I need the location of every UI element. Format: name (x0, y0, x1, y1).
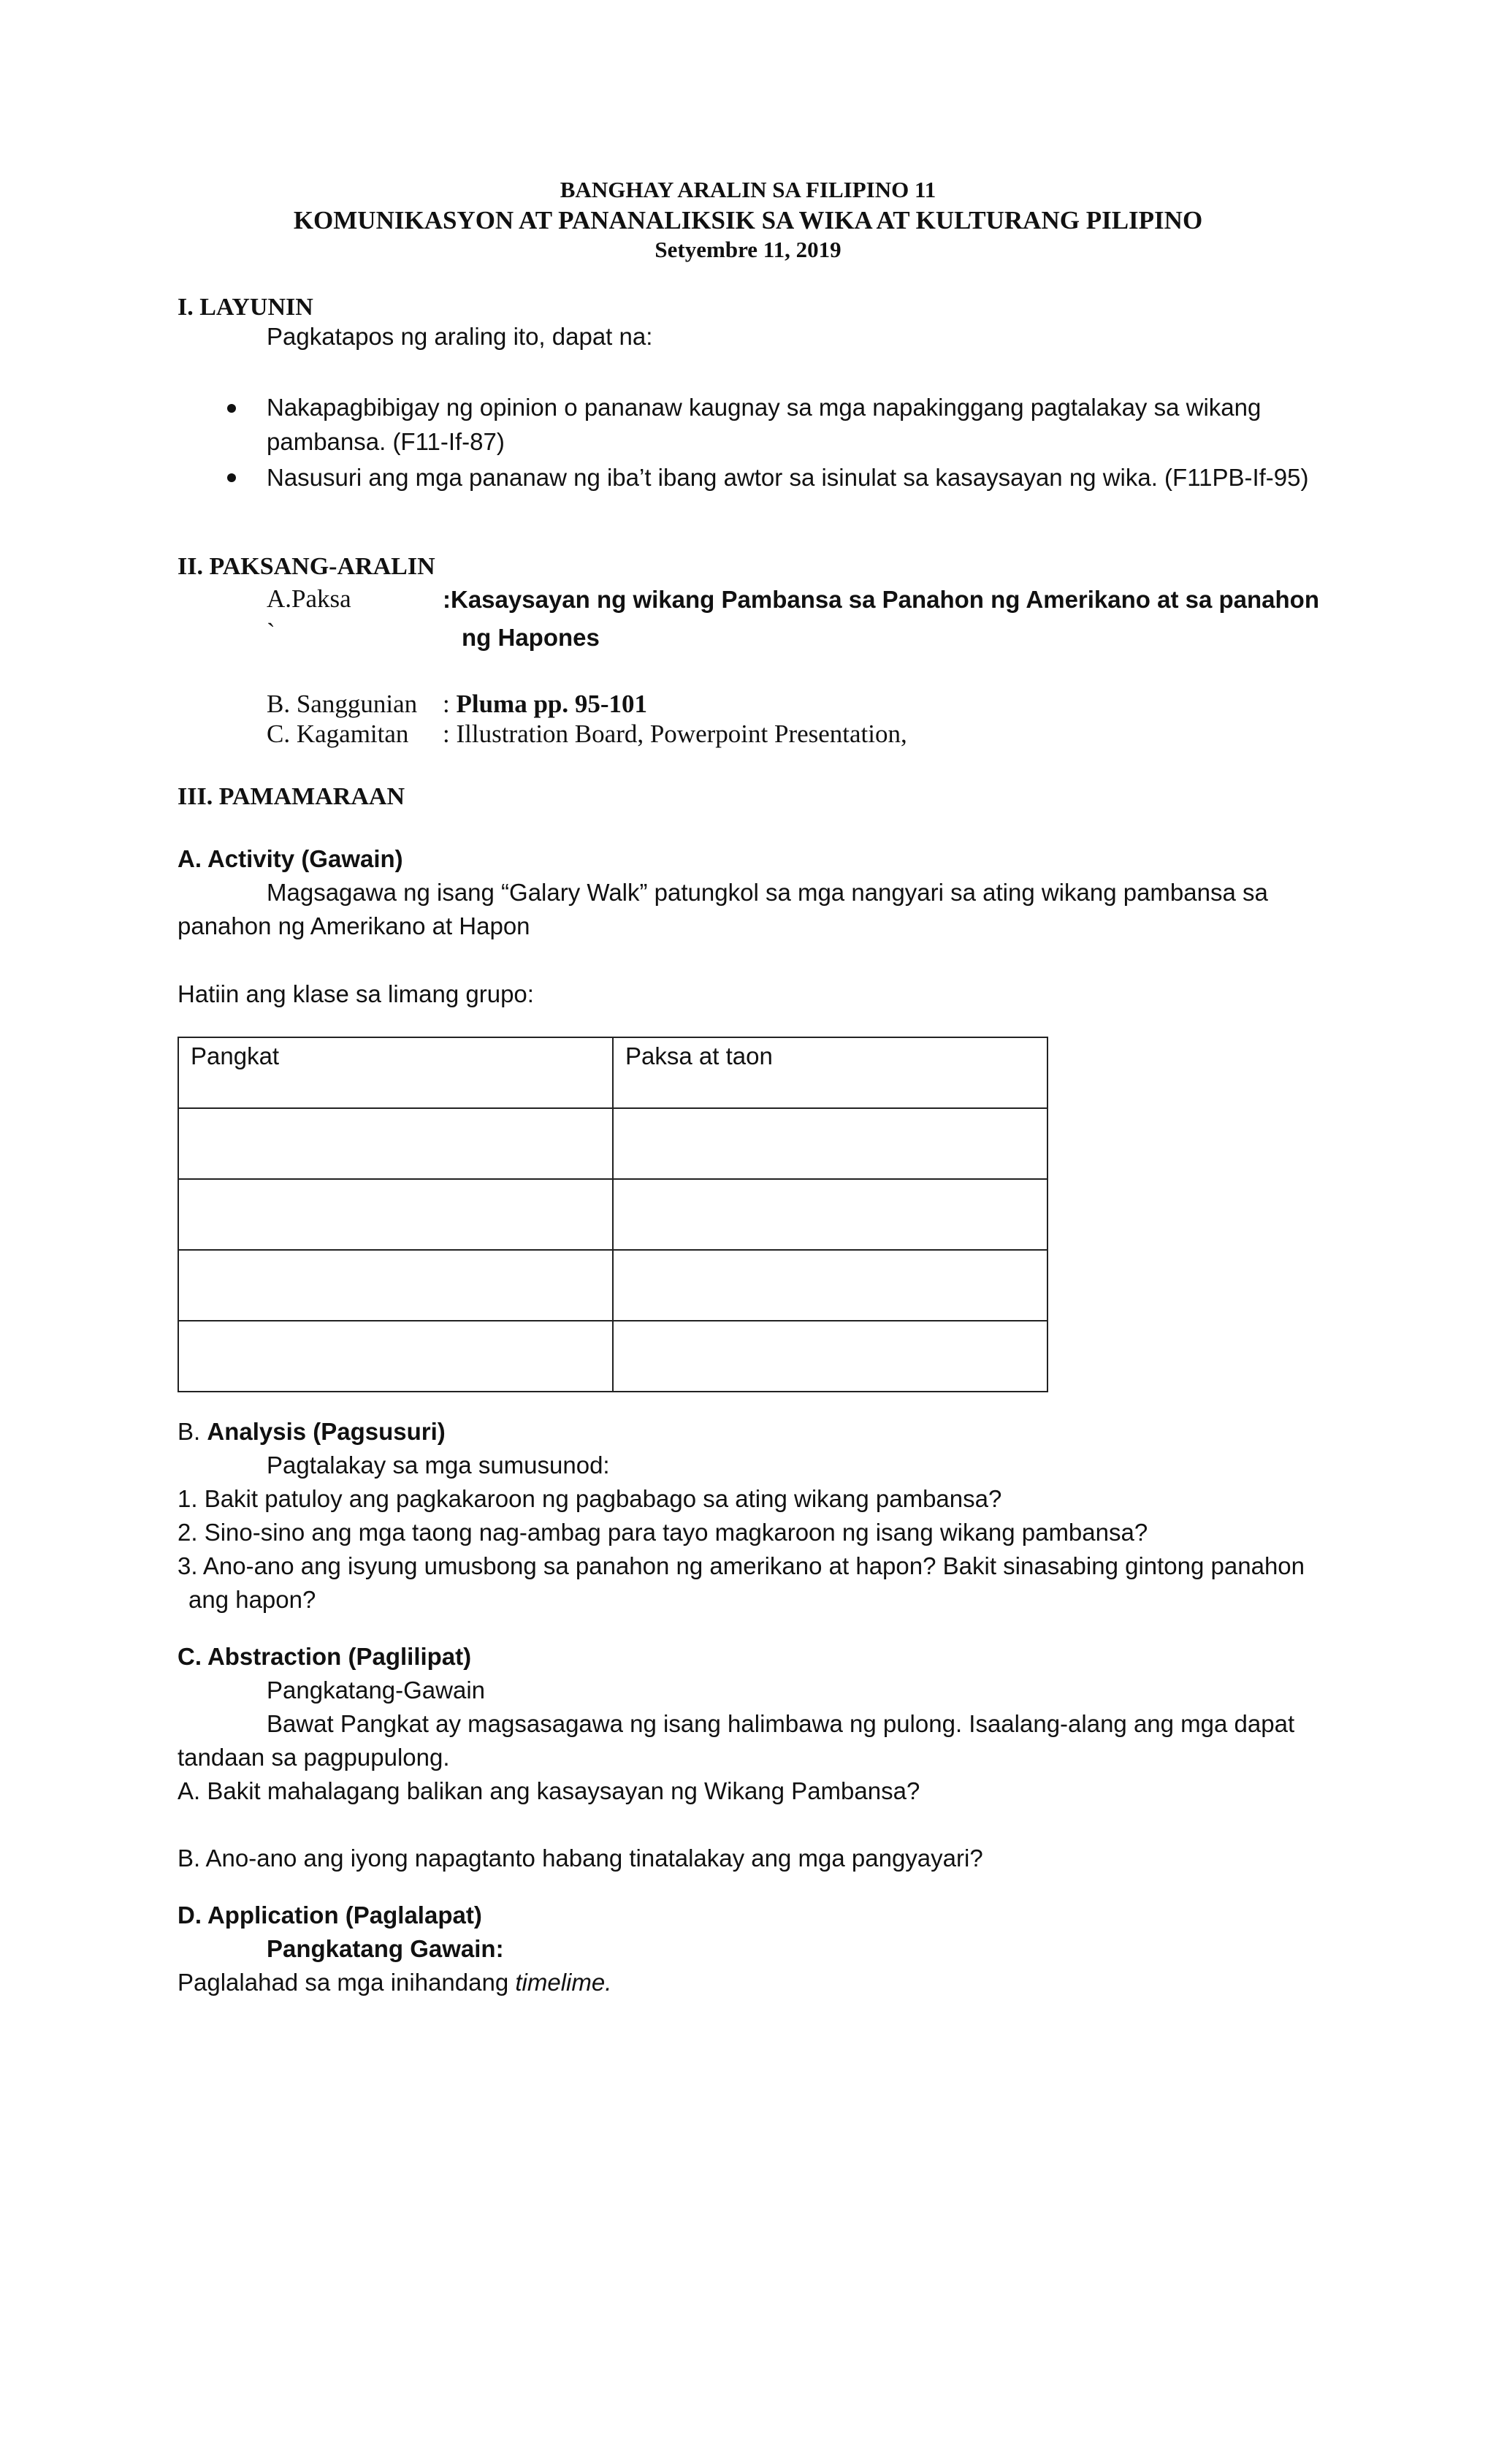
kagamitan-label: C. Kagamitan (267, 720, 409, 748)
layunin-bullet-1-line-1: Nakapagbibigay ng opinion o pananaw kaugnay sa mga napakinggang pagtalakay sa wikang (267, 394, 1262, 421)
paksa-value (443, 582, 1319, 617)
activity-line-2: panahon ng Amerikano at Hapon (178, 912, 530, 939)
application-title: D. Application (Paglalapat) (178, 1902, 482, 1929)
table-row (178, 1321, 1047, 1392)
sanggunian-source: Pluma pp. 95-101 (456, 690, 648, 718)
table-cell (613, 1108, 1047, 1179)
paksa-value-line-1: Kasaysayan ng wikang Pambansa sa Panahon ng Amerikano at sa panahon (451, 586, 1319, 613)
table-cell (178, 1250, 613, 1321)
table-header-row (178, 1037, 1047, 1108)
table-cell (178, 1179, 613, 1250)
table-row (178, 1179, 1047, 1250)
application-subtitle: Pangkatang Gawain: (267, 1935, 504, 1962)
layunin-bullet-1-line-2: pambansa. (F11-If-87) (267, 428, 505, 455)
analysis-question-3-line-1: 3. Ano-ano ang isyung umusbong sa panahon ng amerikano at hapon? Bakit sinasabing gintong panahon (178, 1552, 1305, 1579)
doc-title: BANGHAY ARALIN SA FILIPINO 11 (560, 177, 936, 202)
abstraction-question-b: B. Ano-ano ang iyong napagtanto habang tinatalakay ang mga pangyayari? (178, 1845, 983, 1872)
application-line-text: Paglalahad sa mga inihandang (178, 1969, 516, 1996)
table-header-cell: Paksa at taon (613, 1037, 1047, 1108)
activity-line-1: Magsagawa ng isang “Galary Walk” patungkol sa mga nangyari sa ating wikang pambansa sa (267, 879, 1268, 906)
abstraction-question-a: A. Bakit mahalagang balikan ang kasaysayan ng Wikang Pambansa? (178, 1777, 920, 1804)
analysis-title: Analysis (Pagsusuri) (207, 1418, 446, 1445)
sanggunian-value (443, 690, 647, 719)
analysis-intro: Pagtalakay sa mga sumusunod: (267, 1452, 610, 1479)
abstraction-subtitle: Pangkatang-Gawain (267, 1677, 486, 1704)
analysis-question-3-line-2: ang hapon? (188, 1586, 316, 1613)
analysis-prefix: B. (178, 1418, 207, 1445)
activity-title: A. Activity (Gawain) (178, 845, 403, 872)
table-cell (178, 1321, 613, 1392)
analysis-heading (178, 1414, 446, 1449)
paksa-colon: : (443, 586, 451, 613)
abstraction-line-2: tandaan sa pagpupulong. (178, 1744, 450, 1771)
paksa-value-line-2: ng Hapones (462, 624, 600, 651)
doc-date: Setyembre 11, 2019 (654, 237, 842, 262)
table-cell (178, 1108, 613, 1179)
table-cell (613, 1250, 1047, 1321)
doc-subtitle: KOMUNIKASYON AT PANANALIKSIK SA WIKA AT KULTURANG PILIPINO (293, 206, 1203, 234)
table-cell (613, 1179, 1047, 1250)
sanggunian-label: B. Sanggunian (267, 690, 418, 718)
section-pamamaraan-title: III. PAMAMARAAN (178, 783, 405, 810)
application-line (178, 1965, 611, 1999)
paksa-label: A.Paksa (267, 584, 351, 613)
analysis-question-2: 2. Sino-sino ang mga taong nag-ambag para tayo magkaroon ng isang wikang pambansa? (178, 1519, 1148, 1546)
table-cell (613, 1321, 1047, 1392)
bullet-icon (227, 473, 236, 482)
section-paksang-aralin-title: II. PAKSANG-ARALIN (178, 553, 435, 580)
bullet-icon (227, 404, 236, 413)
layunin-intro: Pagkatapos ng araling ito, dapat na: (267, 323, 653, 350)
kagamitan-value: : Illustration Board, Powerpoint Presentation, (443, 720, 907, 748)
analysis-question-1: 1. Bakit patuloy ang pagkakaroon ng pagbabago sa ating wikang pambansa? (178, 1485, 1002, 1512)
sanggunian-colon: : (443, 690, 457, 718)
table-header-cell: Pangkat (178, 1037, 613, 1108)
layunin-bullet-2: Nasusuri ang mga pananaw ng iba’t ibang awtor sa isinulat sa kasaysayan ng wika. (F11PB-If-95) (267, 464, 1309, 491)
table-row (178, 1250, 1047, 1321)
abstraction-title: C. Abstraction (Paglilipat) (178, 1643, 472, 1670)
section-layunin-title: I. LAYUNIN (178, 294, 313, 321)
activity-grouping: Hatiin ang klase sa limang grupo: (178, 980, 534, 1007)
backtick-mark: ` (267, 618, 275, 646)
application-line-italic: timelime. (515, 1969, 612, 1996)
group-table (178, 1037, 1048, 1392)
table-row (178, 1108, 1047, 1179)
abstraction-line-1: Bawat Pangkat ay magsasagawa ng isang halimbawa ng pulong. Isaalang-alang ang mga dapat (267, 1710, 1295, 1737)
